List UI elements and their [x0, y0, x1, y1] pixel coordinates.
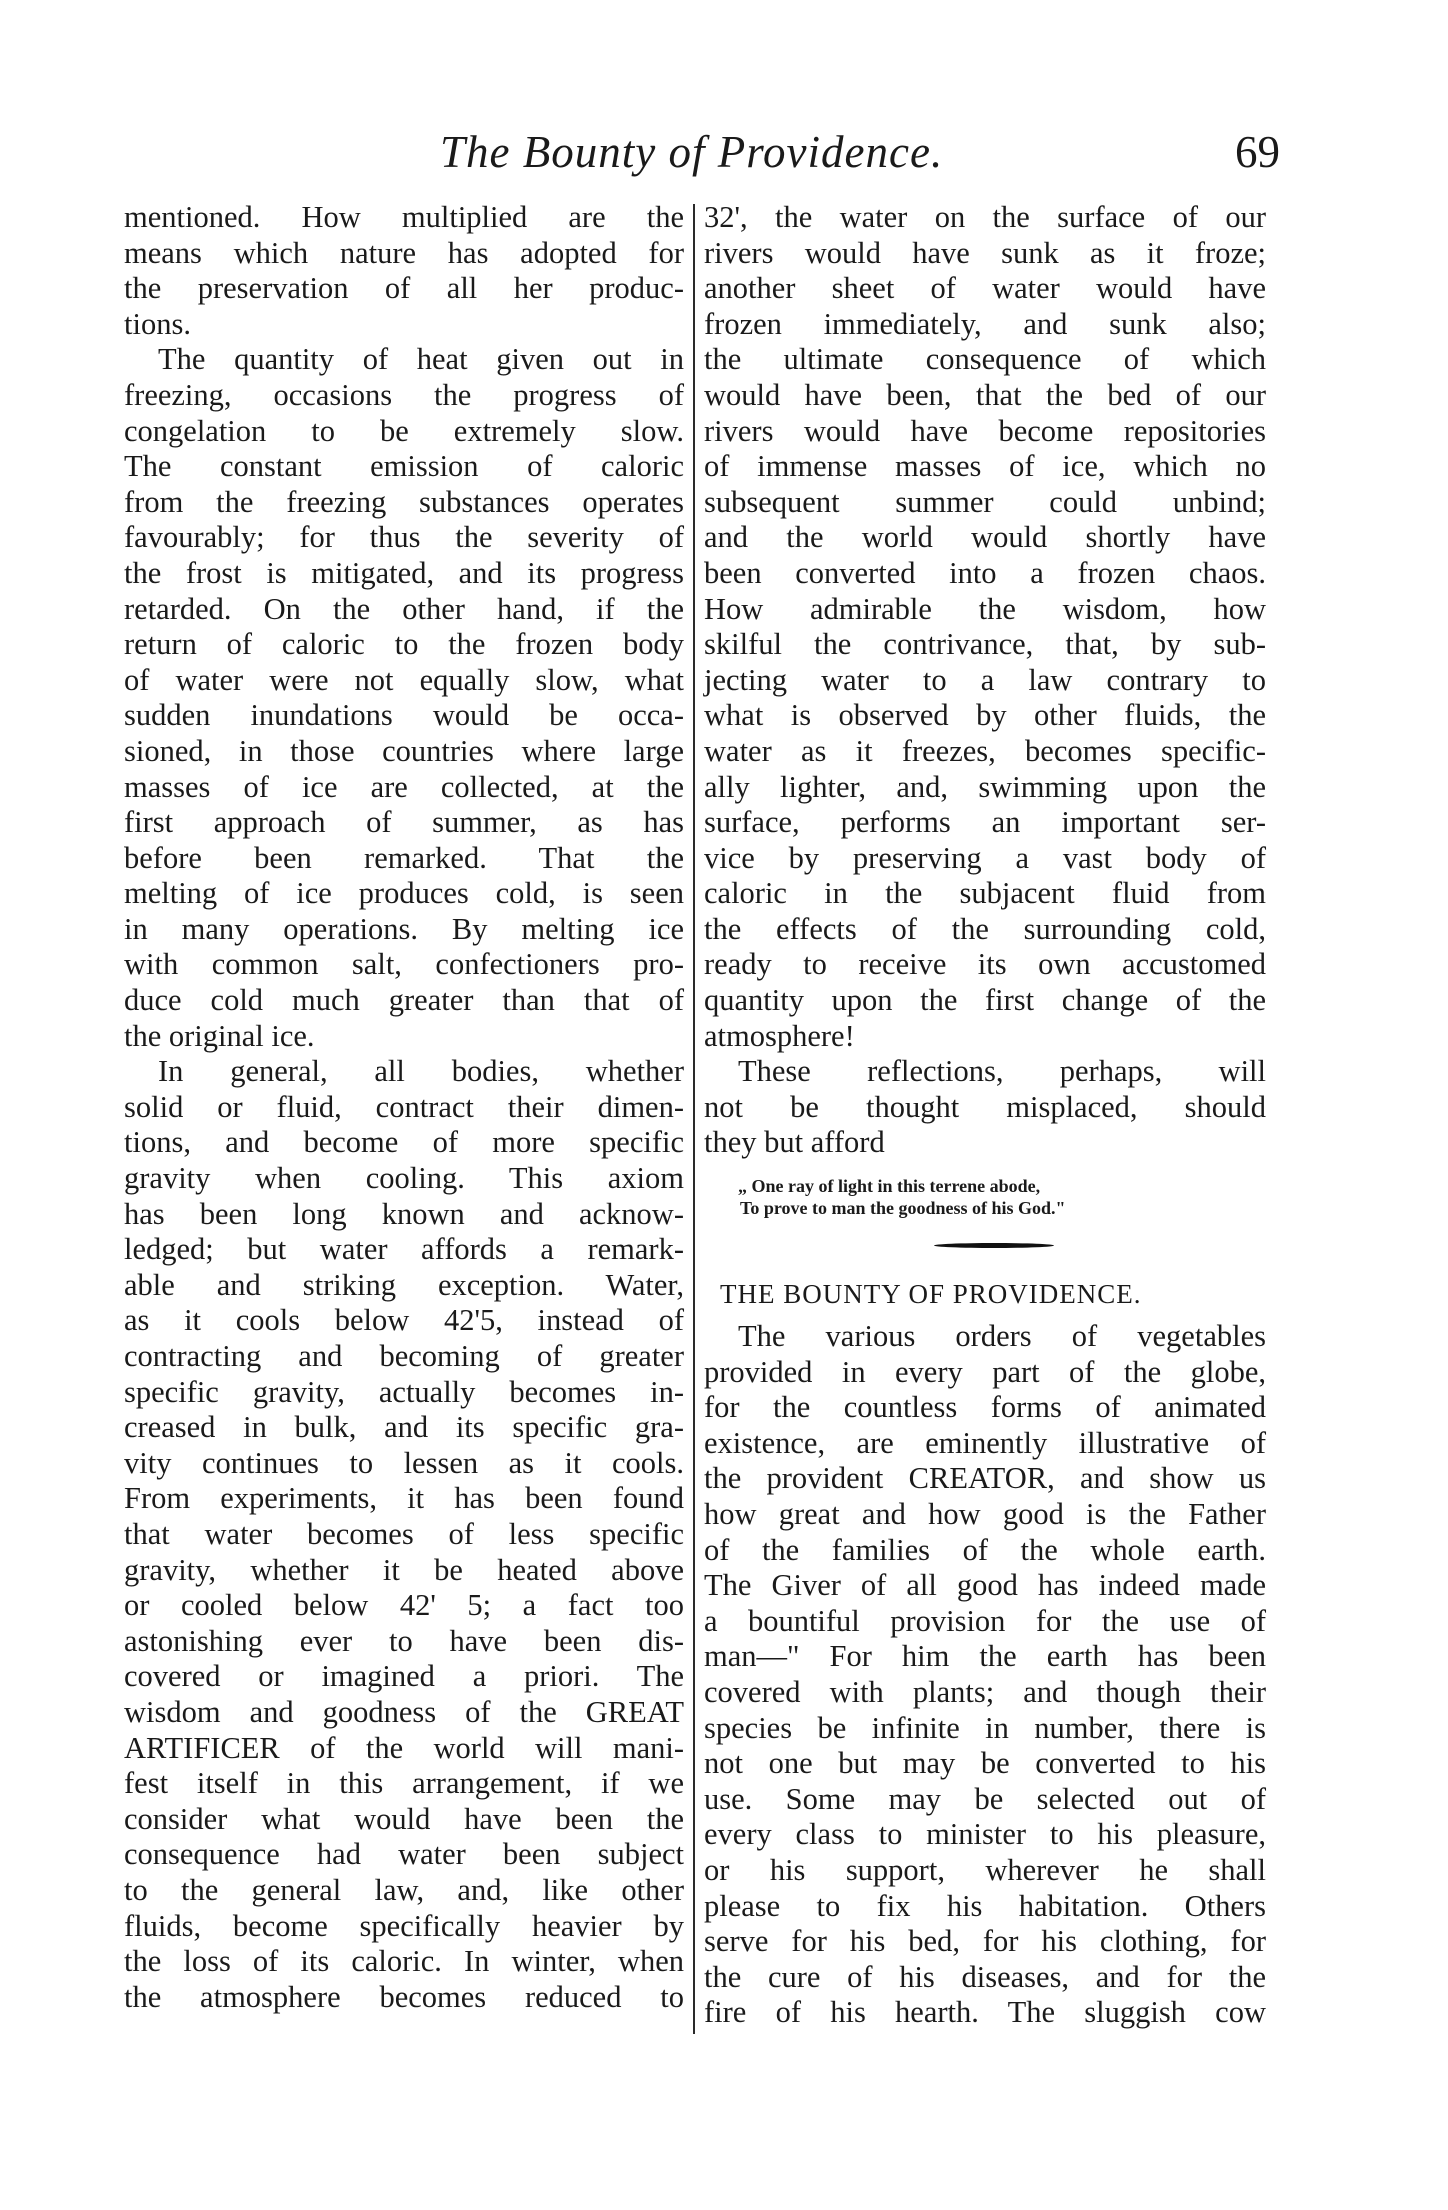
- text-line: tions.: [124, 306, 191, 341]
- text-line: fire of his hearth. The sluggish cow: [704, 1995, 1266, 2030]
- text-line: gravity, whether it be heated above: [124, 1552, 684, 1587]
- text-line: the effects of the surrounding cold,: [704, 911, 1266, 946]
- text-line: man—" For him the earth has been: [704, 1639, 1266, 1674]
- text-line: favourably; for thus the severity of: [124, 520, 684, 555]
- text-line: not one but may be converted to his: [704, 1746, 1266, 1781]
- text-line: fest itself in this arrangement, if we: [124, 1766, 684, 1801]
- text-line: rivers would have become repositories: [704, 413, 1266, 448]
- text-line: These reflections, perhaps, will: [738, 1054, 1266, 1089]
- text-line: not be thought misplaced, should: [704, 1089, 1266, 1124]
- text-line: covered with plants; and though their: [704, 1674, 1266, 1709]
- text-line: another sheet of water would have: [704, 271, 1266, 306]
- text-line: the loss of its caloric. In winter, when: [124, 1944, 684, 1979]
- text-line: astonishing ever to have been dis-: [124, 1623, 684, 1658]
- text-line: water as it freezes, becomes specific-: [704, 733, 1266, 768]
- text-line: please to fix his habitation. Others: [704, 1888, 1266, 1923]
- running-head: [120, 126, 1280, 186]
- text-line: or his support, wherever he shall: [704, 1852, 1266, 1887]
- text-line: of immense masses of ice, which no: [704, 449, 1266, 484]
- text-line: the atmosphere becomes reduced to: [124, 1979, 684, 2014]
- page-number: 69: [1235, 127, 1280, 177]
- text-line: The Giver of all good has indeed made: [704, 1568, 1266, 1603]
- text-line: the preservation of all her produc-: [124, 271, 684, 306]
- text-line: how great and how good is the Father: [704, 1497, 1266, 1531]
- text-line: the original ice.: [124, 1018, 315, 1053]
- text-line: atmosphere!: [704, 1018, 855, 1053]
- text-line: In general, all bodies, whether: [158, 1054, 684, 1089]
- text-line: ally lighter, and, swimming upon the: [704, 769, 1266, 804]
- text-line: would have been, that the bed of our: [704, 377, 1266, 412]
- right-column: [704, 200, 1266, 2031]
- text-line: subsequent summer could unbind;: [704, 484, 1266, 519]
- text-line: serve for his bed, for his clothing, for: [704, 1924, 1266, 1959]
- text-line: jecting water to a law contrary to: [704, 662, 1266, 697]
- text-line: consequence had water been subject: [124, 1837, 684, 1872]
- text-line: mentioned. How multiplied are the: [124, 200, 684, 234]
- text-line: How admirable the wisdom, how: [704, 591, 1266, 626]
- text-line: caloric in the subjacent fluid from: [704, 876, 1266, 911]
- text-line: existence, are eminently illustrative of: [704, 1425, 1266, 1460]
- text-line: freezing, occasions the progress of: [124, 377, 684, 412]
- text-line: ARTIFICER of the world will mani-: [124, 1730, 684, 1765]
- text-line: covered or imagined a priori. The: [124, 1659, 684, 1694]
- text-line: or cooled below 42' 5; a fact too: [124, 1588, 684, 1623]
- text-line: before been remarked. That the: [124, 840, 684, 875]
- text-line: from the freezing substances operates: [124, 484, 684, 519]
- text-line: sioned, in those countries where large: [124, 733, 684, 768]
- text-line: and the world would shortly have: [704, 520, 1266, 555]
- text-line: vice by preserving a vast body of: [704, 840, 1266, 875]
- text-line: first approach of summer, as has: [124, 805, 684, 840]
- text-line: specific gravity, actually becomes in-: [124, 1374, 684, 1409]
- text-line: skilful the contrivance, that, by sub-: [704, 627, 1266, 662]
- text-line: of water were not equally slow, what: [124, 662, 684, 697]
- text-line: the cure of his diseases, and for the: [704, 1959, 1266, 1994]
- text-line: a bountiful provision for the use of: [704, 1603, 1266, 1638]
- text-line: use. Some may be selected out of: [704, 1781, 1266, 1816]
- quote-line-2: To prove to man the goodness of his God.": [740, 1198, 1066, 1219]
- text-line: means which nature has adopted for: [124, 235, 684, 270]
- text-line: that water becomes of less specific: [124, 1516, 684, 1551]
- right-column-continued-text: [704, 200, 1266, 1161]
- running-title: The Bounty of Providence.: [440, 127, 944, 177]
- text-line: The quantity of heat given out in: [158, 342, 684, 377]
- text-line: melting of ice produces cold, is seen: [124, 876, 684, 911]
- text-line: sudden inundations would be occa-: [124, 698, 684, 733]
- text-line: every class to minister to his pleasure,: [704, 1817, 1266, 1852]
- text-line: masses of ice are collected, at the: [124, 769, 684, 804]
- text-line: consider what would have been the: [124, 1801, 684, 1836]
- left-column: [124, 200, 684, 2015]
- text-line: The various orders of vegetables: [738, 1319, 1266, 1354]
- text-line: with common salt, confectioners pro-: [124, 947, 684, 982]
- text-line: for the countless forms of animated: [704, 1390, 1266, 1425]
- text-line: provided in every part of the globe,: [704, 1354, 1266, 1389]
- text-line: creased in bulk, and its specific gra-: [124, 1410, 684, 1445]
- text-line: what is observed by other fluids, the: [704, 698, 1266, 733]
- text-line: able and striking exception. Water,: [124, 1267, 684, 1302]
- text-line: they but afford: [704, 1125, 885, 1160]
- section-body-text: [704, 1319, 1266, 2031]
- text-line: ready to receive its own accustomed: [704, 947, 1266, 982]
- text-line: ledged; but water affords a remark-: [124, 1232, 684, 1267]
- text-line: The constant emission of caloric: [124, 449, 684, 484]
- text-line: quantity upon the first change of the: [704, 983, 1266, 1018]
- section-ornament: [704, 1229, 1266, 1267]
- text-line: fluids, become specifically heavier by: [124, 1908, 684, 1943]
- text-line: the provident CREATOR, and show us: [704, 1461, 1266, 1496]
- section-heading: THE BOUNTY OF PROVIDENCE.: [720, 1279, 1142, 1310]
- text-line: 32', the water on the surface of our: [704, 200, 1266, 234]
- text-line: gravity when cooling. This axiom: [124, 1161, 684, 1196]
- text-line: frozen immediately, and sunk also;: [704, 306, 1266, 341]
- text-line: been converted into a frozen chaos.: [704, 555, 1266, 590]
- text-line: has been long known and acknow-: [124, 1196, 684, 1231]
- quote-line-1: „ One ray of light in this terrene abode,: [738, 1176, 1041, 1197]
- text-line: rivers would have sunk as it froze;: [704, 235, 1266, 270]
- text-line: vity continues to lessen as it cools.: [124, 1445, 684, 1480]
- text-line: tions, and become of more specific: [124, 1125, 684, 1160]
- text-line: as it cools below 42'5, instead of: [124, 1303, 684, 1338]
- text-line: retarded. On the other hand, if the: [124, 591, 684, 626]
- text-line: solid or fluid, contract their dimen-: [124, 1089, 684, 1124]
- text-line: surface, performs an important ser-: [704, 805, 1266, 840]
- text-line: the frost is mitigated, and its progress: [124, 555, 684, 590]
- column-divider: [693, 204, 695, 2034]
- text-line: congelation to be extremely slow.: [124, 413, 684, 448]
- text-line: return of caloric to the frozen body: [124, 627, 684, 662]
- text-line: duce cold much greater than that of: [124, 983, 684, 1018]
- text-line: From experiments, it has been found: [124, 1481, 684, 1516]
- text-line: wisdom and goodness of the GREAT: [124, 1694, 684, 1729]
- text-line: to the general law, and, like other: [124, 1872, 684, 1907]
- text-line: species be infinite in number, there is: [704, 1710, 1266, 1745]
- verse-quotation: [704, 1175, 1266, 1219]
- text-line: of the families of the whole earth.: [704, 1532, 1266, 1567]
- text-line: in many operations. By melting ice: [124, 911, 684, 946]
- text-line: the ultimate consequence of which: [704, 342, 1266, 377]
- text-line: contracting and becoming of greater: [124, 1339, 684, 1373]
